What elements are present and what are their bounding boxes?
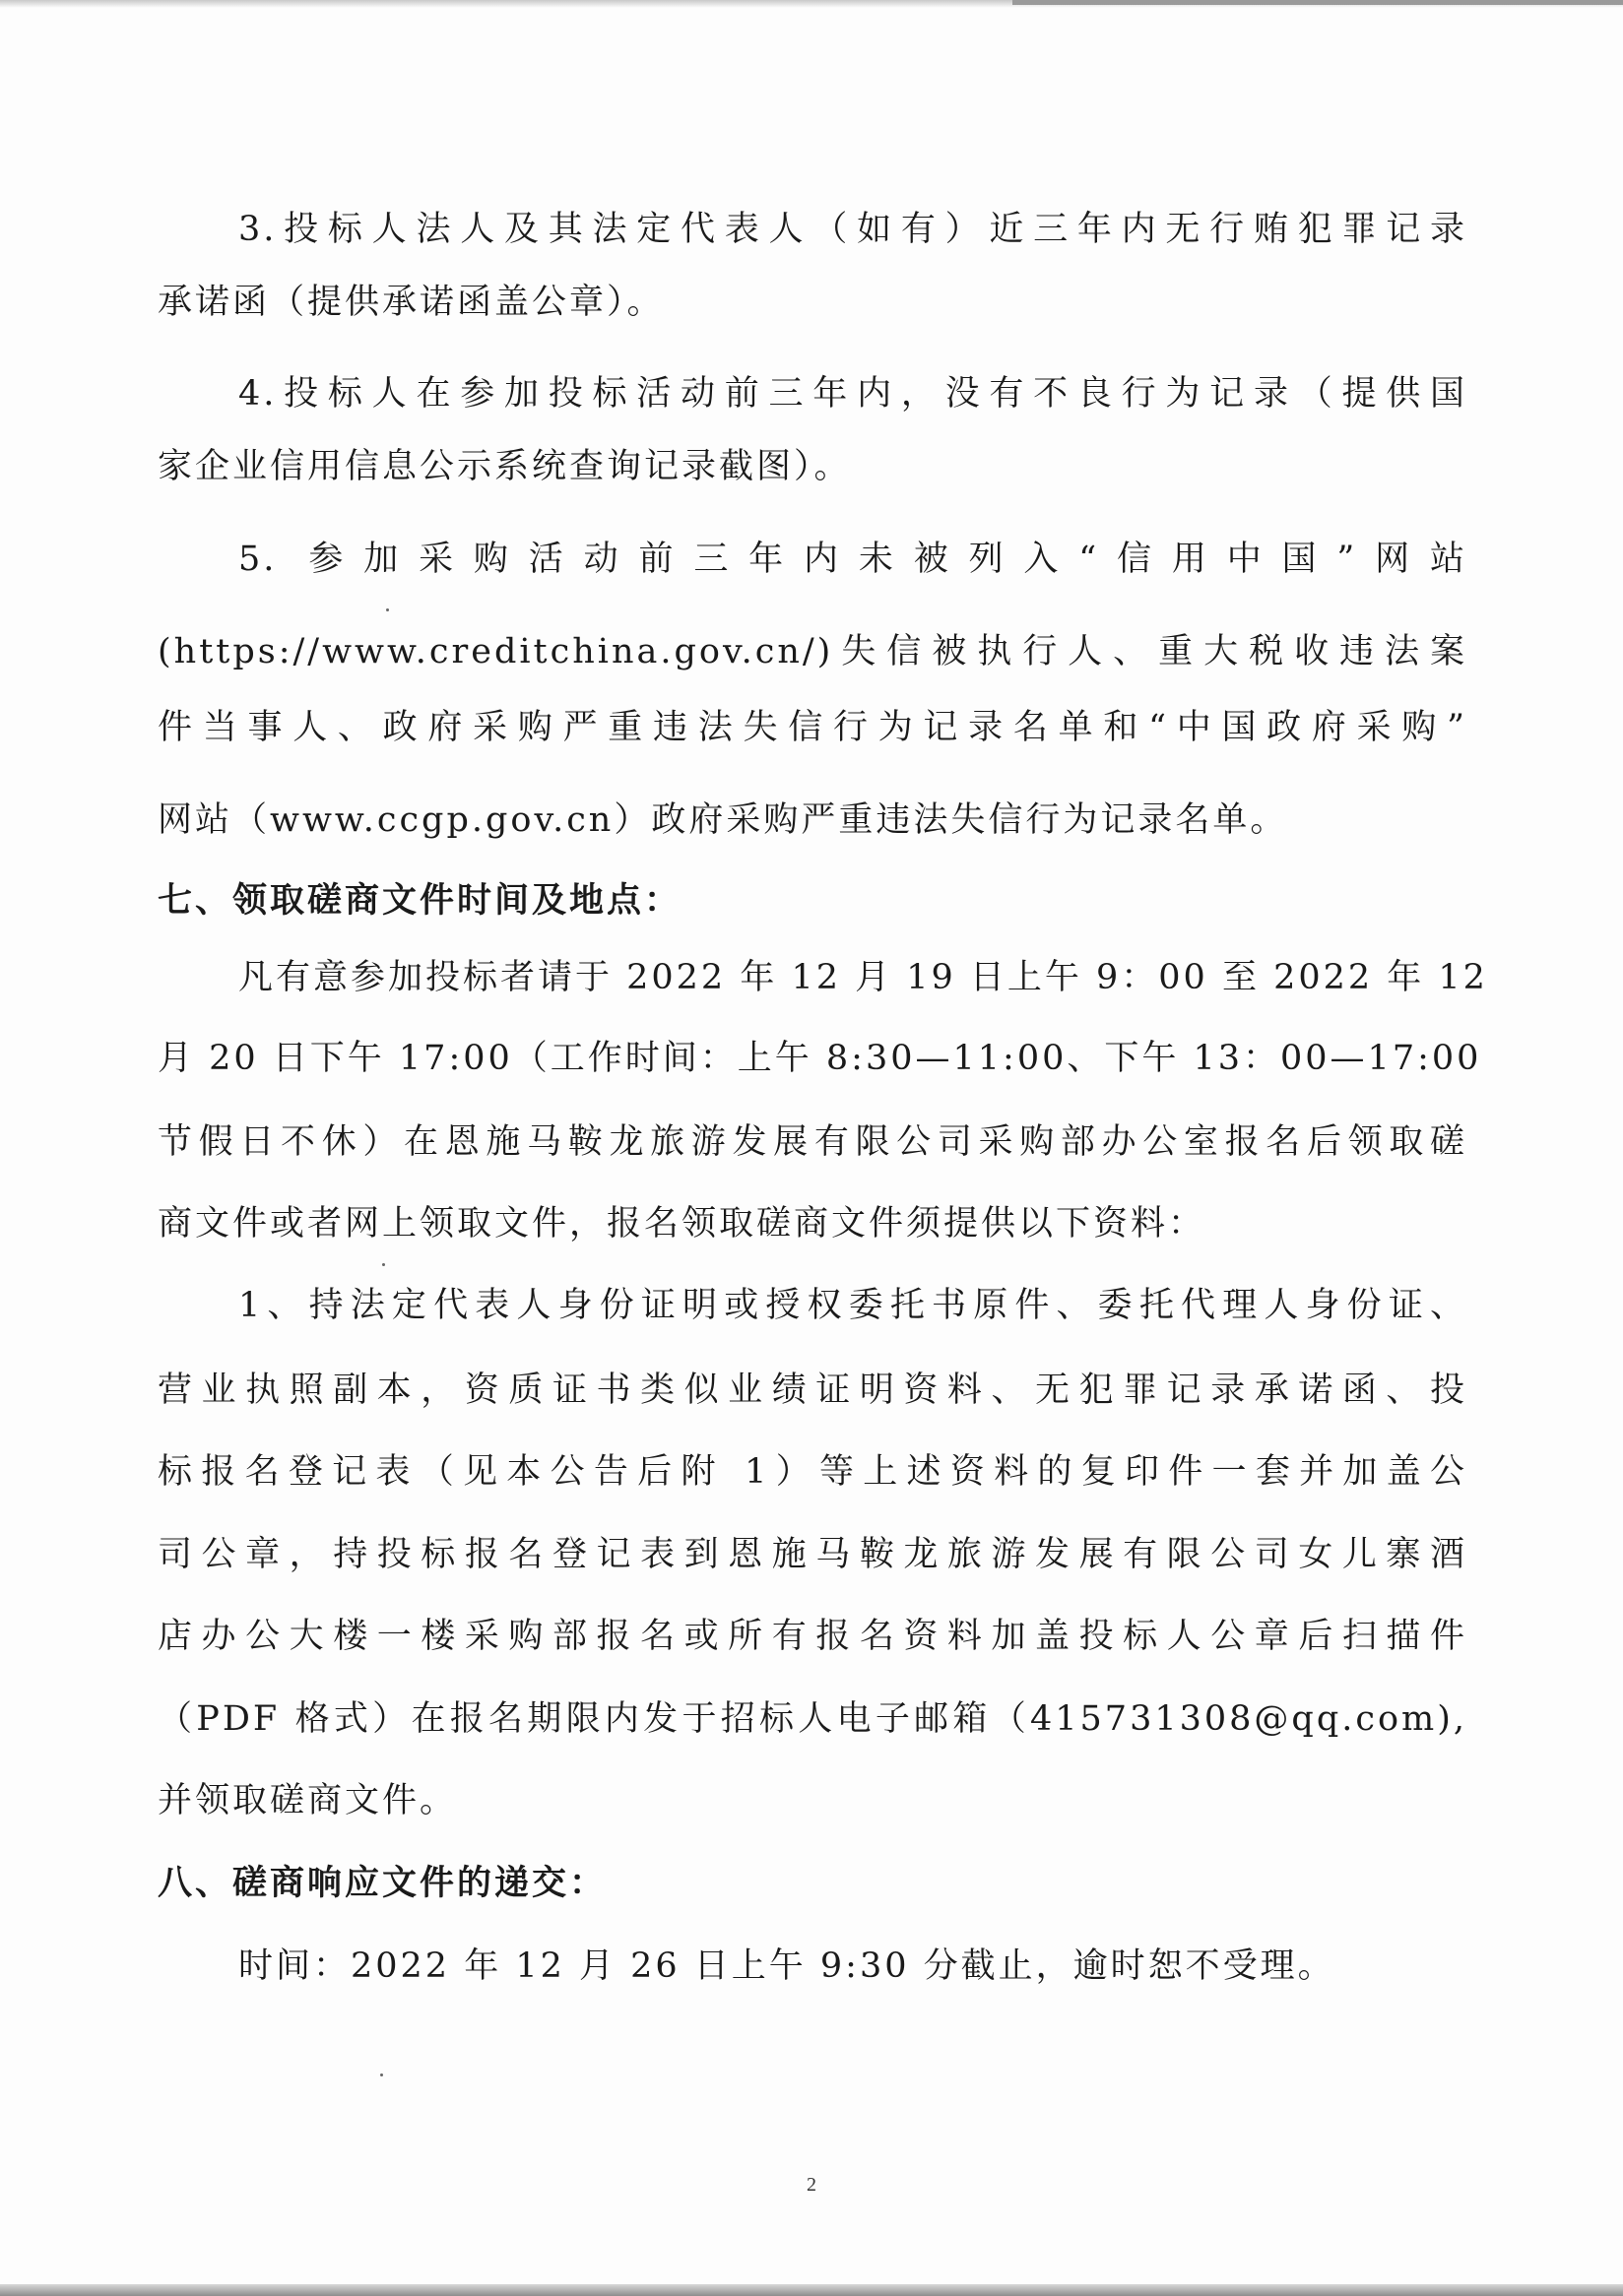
section-7-paragraph-1-line-2: 月 20 日下午 17:00（工作时间：上午 8:30—11:00、下午 13：00—17:00 (158, 1039, 1482, 1078)
scan-speck (382, 1263, 385, 1266)
paragraph-4-line-1: 4.投标人在参加投标活动前三年内，没有不良行为记录（提供国 (238, 374, 1467, 414)
section-7-paragraph-1-line-1: 凡有意参加投标者请于 2022 年 12 月 19 日上午 9：00 至 2022 年 12 (238, 958, 1488, 997)
section-7-paragraph-2-line-7: 并领取磋商文件。 (158, 1781, 458, 1820)
section-8-heading: 八、磋商响应文件的递交： (158, 1864, 608, 1903)
scan-speck (386, 608, 389, 611)
paragraph-5-line-1: 5. 参加采购活动前三年内未被列入“信用中国”网站 (238, 540, 1467, 579)
section-7-paragraph-1-line-4: 商文件或者网上领取文件，报名领取磋商文件须提供以下资料： (158, 1204, 1206, 1244)
section-7-paragraph-1-line-3: 节假日不休）在恩施马鞍龙旅游发展有限公司采购部办公室报名后领取磋 (158, 1122, 1467, 1162)
scan-bottom-edge (0, 2284, 1623, 2296)
section-7-paragraph-2-line-3: 标报名登记表（见本公告后附 1）等上述资料的复印件一套并加盖公 (158, 1452, 1467, 1492)
scan-speck (380, 2073, 383, 2076)
paragraph-3-line-2: 承诺函（提供承诺函盖公章）。 (158, 283, 665, 322)
paragraph-3-line-1: 3.投标人法人及其法定代表人（如有）近三年内无行贿犯罪记录 (238, 210, 1467, 249)
paragraph-5-line-2: (https://www.creditchina.gov.cn/)失信被执行人、重大税收违法案 (158, 632, 1467, 671)
paragraph-5-line-4: 网站（www.ccgp.gov.cn）政府采购严重违法失信行为记录名单。 (158, 800, 1288, 840)
section-7-paragraph-2-line-5: 店办公大楼一楼采购部报名或所有报名资料加盖投标人公章后扫描件 (158, 1617, 1467, 1656)
section-8-paragraph-line-1: 时间：2022 年 12 月 26 日上午 9:30 分截止，逾时恕不受理。 (238, 1946, 1335, 1986)
scan-top-edge (1012, 0, 1623, 5)
section-7-paragraph-2-line-1: 1、持法定代表人身份证明或授权委托书原件、委托代理人身份证、 (238, 1286, 1467, 1325)
section-7-heading: 七、领取磋商文件时间及地点： (158, 881, 682, 921)
page-number: 2 (807, 2174, 816, 2196)
section-7-paragraph-2-line-6: （PDF 格式）在报名期限内发于招标人电子邮箱（415731308@qq.com), (158, 1699, 1467, 1739)
section-7-paragraph-2-line-2: 营业执照副本，资质证书类似业绩证明资料、无犯罪记录承诺函、投 (158, 1371, 1467, 1410)
paragraph-4-line-2: 家企业信用信息公示系统查询记录截图）。 (158, 447, 852, 486)
paragraph-5-line-3: 件当事人、政府采购严重违法失信行为记录名单和“中国政府采购” (158, 708, 1467, 747)
section-7-paragraph-2-line-4: 司公章，持投标报名登记表到恩施马鞍龙旅游发展有限公司女儿寨酒 (158, 1535, 1467, 1574)
